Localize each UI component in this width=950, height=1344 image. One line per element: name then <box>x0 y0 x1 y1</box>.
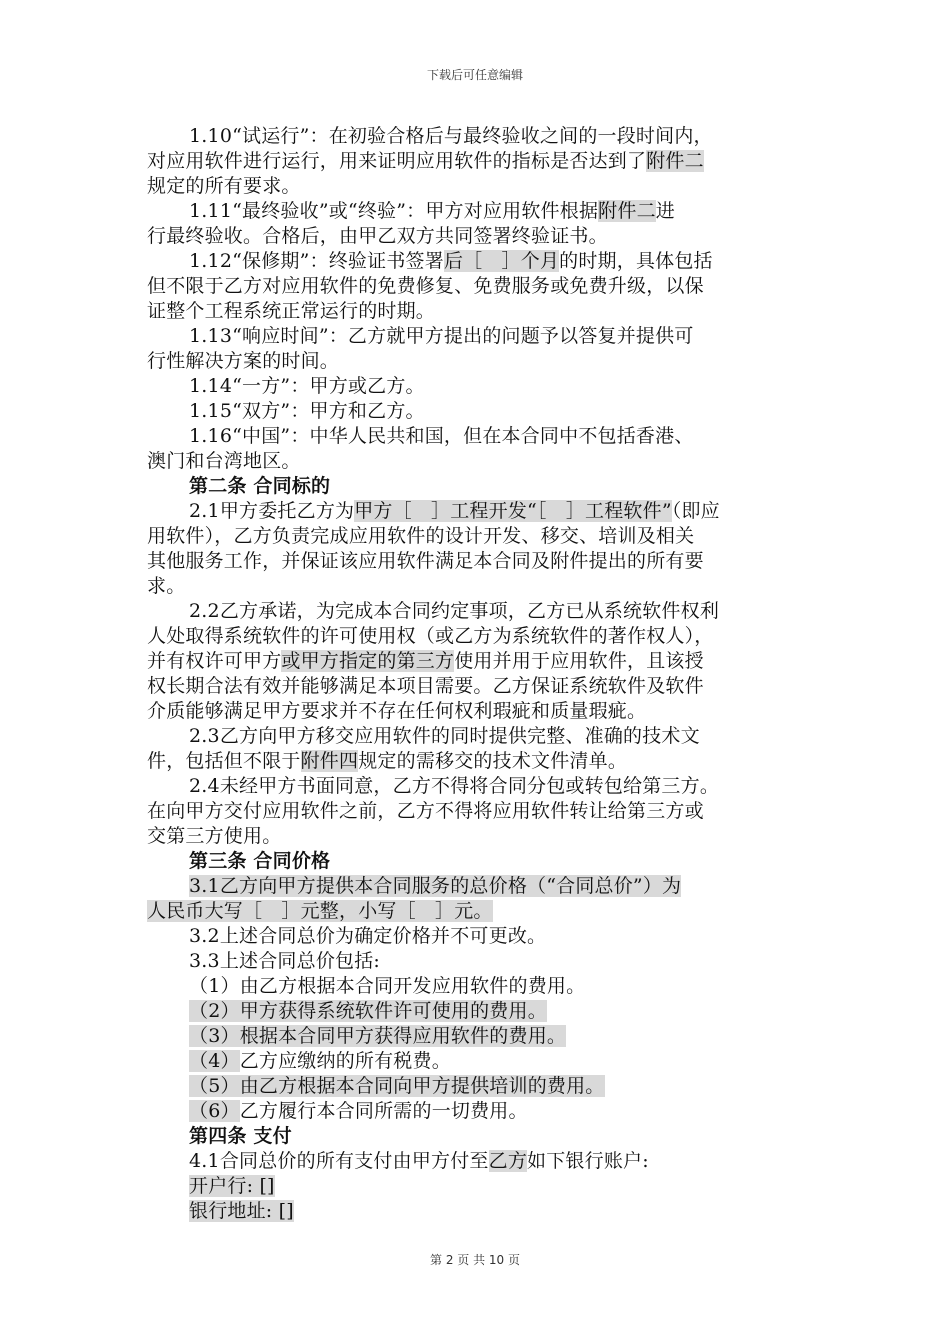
text-line <box>147 874 807 899</box>
line-text: 进 <box>655 200 675 222</box>
text-line <box>147 249 807 274</box>
line-text: 证整个工程系统正常运行的时期。 <box>147 300 436 322</box>
text-line <box>147 149 807 174</box>
line-text: 权长期合法有效并能够满足本项目需要。乙方保证系统软件及软件 <box>147 675 704 697</box>
text-line <box>147 549 807 574</box>
line-text: 乙方履行本合同所需的一切费用。 <box>239 1100 528 1122</box>
text-line <box>147 499 807 524</box>
line-text: 行最终验收。合格后，由甲乙双方共同签署终验证书。 <box>147 225 608 247</box>
line-text: 其他服务工作，并保证该应用软件满足本合同及附件提出的所有要 <box>147 550 704 572</box>
highlighted-text: 乙方 <box>488 1150 528 1172</box>
text-line <box>147 124 807 149</box>
highlighted-text: 附件二 <box>646 150 704 172</box>
text-line <box>147 699 807 724</box>
line-text: （1）由乙方根据本合同开发应用软件的费用。 <box>189 975 586 997</box>
highlighted-text: 或甲方指定的第三方 <box>281 650 455 672</box>
line-text: 并有权许可甲方 <box>147 650 282 672</box>
page-footer: 第 2 页 共 10 页 <box>430 1253 520 1267</box>
line-text: 1.12“保修期”：终验证书签署 <box>189 250 444 272</box>
highlighted-text: 人民币大写［ ］元整，小写［ ］元。 <box>147 900 493 922</box>
text-line <box>147 224 807 249</box>
text-line <box>147 749 807 774</box>
line-text: 1.15“双方”：甲方和乙方。 <box>189 400 425 422</box>
highlighted-text: （4） <box>189 1050 240 1072</box>
text-line <box>147 624 807 649</box>
highlighted-text: （2）甲方获得系统软件许可使用的费用。 <box>189 1000 547 1022</box>
line-text: 2.3乙方向甲方移交应用软件的同时提供完整、准确的技术文 <box>189 725 700 747</box>
line-text: 1.13“响应时间”：乙方就甲方提出的问题予以答复并提供可 <box>189 325 694 347</box>
highlighted-text: 附件二 <box>598 200 656 222</box>
text-line <box>147 424 807 449</box>
line-text: 第三条 合同价格 <box>189 850 331 872</box>
line-text: 对应用软件进行运行，用来证明应用软件的指标是否达到了 <box>147 150 647 172</box>
highlighted-text: （6） <box>189 1100 240 1122</box>
text-line <box>147 1049 807 1074</box>
text-line <box>147 174 807 199</box>
line-text: 3.2上述合同总价为确定价格并不可更改。 <box>189 925 547 947</box>
text-line <box>147 899 807 924</box>
section-heading <box>147 474 807 499</box>
text-line <box>147 274 807 299</box>
text-line <box>147 1149 807 1174</box>
text-line <box>147 1074 807 1099</box>
text-line <box>147 1024 807 1049</box>
line-text: 交第三方使用。 <box>147 825 282 847</box>
text-line <box>147 349 807 374</box>
line-text: 2.1甲方委托乙方为 <box>189 500 355 522</box>
line-text: 2.2乙方承诺，为完成本合同约定事项，乙方已从系统软件权利 <box>189 600 720 622</box>
line-text: 求。 <box>147 575 186 597</box>
line-text: 3.3上述合同总价包括: <box>189 950 381 972</box>
line-text: 澳门和台湾地区。 <box>147 450 301 472</box>
line-text: 的时期，具体包括 <box>559 250 713 272</box>
line-text: 第四条 支付 <box>189 1125 292 1147</box>
line-text: 4.1合同总价的所有支付由甲方付至 <box>189 1150 489 1172</box>
document-body <box>147 124 807 1224</box>
text-line <box>147 949 807 974</box>
text-line <box>147 1099 807 1124</box>
highlighted-text: （3）根据本合同甲方获得应用软件的费用。 <box>189 1025 567 1047</box>
text-line <box>147 799 807 824</box>
text-line <box>147 824 807 849</box>
line-text: 介质能够满足甲方要求并不存在任何权利瑕疵和质量瑕疵。 <box>147 700 647 722</box>
line-text: 在向甲方交付应用软件之前，乙方不得将应用软件转让给第三方或 <box>147 800 704 822</box>
highlighted-text: 附件四 <box>300 750 359 772</box>
section-heading <box>147 1124 807 1149</box>
text-line <box>147 574 807 599</box>
highlighted-text: 银行地址: [] <box>189 1200 294 1222</box>
text-line <box>147 324 807 349</box>
line-text: 行性解决方案的时间。 <box>147 350 340 372</box>
highlighted-text: 后［ ］个月 <box>443 250 560 272</box>
text-line <box>147 1199 807 1224</box>
text-line <box>147 774 807 799</box>
highlighted-text: 开户行: [] <box>189 1175 275 1197</box>
text-line <box>147 599 807 624</box>
line-text: 1.14“一方”：甲方或乙方。 <box>189 375 425 397</box>
line-text: 规定的需移交的技术文件清单。 <box>358 750 628 772</box>
line-text: 乙方应缴纳的所有税费。 <box>239 1050 451 1072</box>
line-text: 第二条 合同标的 <box>189 475 331 497</box>
line-text: 2.4未经甲方书面同意，乙方不得将合同分包或转包给第三方。 <box>189 775 720 797</box>
text-line <box>147 399 807 424</box>
line-text: 用软件），乙方负责完成应用软件的设计开发、移交、培训及相关 <box>147 525 695 547</box>
text-line <box>147 974 807 999</box>
line-text: 件，包括但不限于 <box>147 750 301 772</box>
line-text: 但不限于乙方对应用软件的免费修复、免费服务或免费升级，以保 <box>147 275 704 297</box>
text-line <box>147 1174 807 1199</box>
highlighted-text: 3.1乙方向甲方提供本合同服务的总价格（“合同总价”）为 <box>189 875 682 897</box>
line-text: 规定的所有要求。 <box>147 175 301 197</box>
line-text: 1.16“中国”：中华人民共和国，但在本合同中不包括香港、 <box>189 425 694 447</box>
line-text: 1.10“试运行”：在初验合格后与最终验收之间的一段时间内， <box>189 125 713 147</box>
text-line <box>147 199 807 224</box>
text-line <box>147 924 807 949</box>
page-header: 下载后可任意编辑 <box>426 68 523 82</box>
text-line <box>147 674 807 699</box>
line-text: 1.11“最终验收”或“终验”：甲方对应用软件根据 <box>189 200 599 222</box>
highlighted-text: （5）由乙方根据本合同向甲方提供培训的费用。 <box>189 1075 605 1097</box>
text-line <box>147 724 807 749</box>
text-line <box>147 449 807 474</box>
highlighted-text: 甲方［ ］工程开发“［ ］工程软件” <box>354 500 672 522</box>
line-text: （即应 <box>671 500 720 522</box>
line-text: 如下银行账户: <box>527 1150 649 1172</box>
text-line <box>147 999 807 1024</box>
line-text: 人处取得系统软件的许可使用权（或乙方为系统软件的著作权人）， <box>147 625 714 647</box>
text-line <box>147 374 807 399</box>
section-heading <box>147 849 807 874</box>
text-line <box>147 649 807 674</box>
text-line <box>147 524 807 549</box>
text-line <box>147 299 807 324</box>
line-text: 使用并用于应用软件，且该授 <box>454 650 704 672</box>
